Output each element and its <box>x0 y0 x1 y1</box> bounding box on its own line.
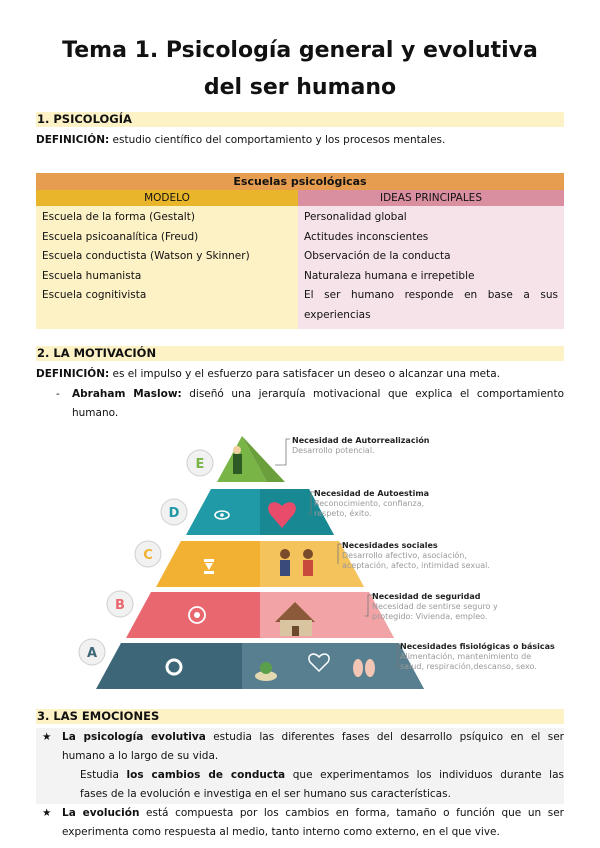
pyramid-level-b <box>107 591 394 638</box>
list-text: está compuesta por los cambios en forma, tamaño o función que un ser <box>139 807 564 819</box>
list-item <box>36 804 564 842</box>
level-desc: Necesidad de sentirse seguro y <box>372 602 498 611</box>
maslow-text: diseñó una jerarquía motivacional que explica el comportamiento <box>181 388 565 400</box>
pyramid-label-c <box>342 541 490 571</box>
list-text: estudia las diferentes fases del desarrollo psíquico en el ser <box>205 731 564 743</box>
table-cell: Escuela cognitivista <box>42 289 147 301</box>
pyramid-label-b <box>372 592 498 622</box>
bold-term: La psicología evolutiva <box>62 731 206 743</box>
maslow-line-1 <box>72 385 564 404</box>
list-line: experimenta como respuesta al medio, tanto interno como externo, en el que vive. <box>62 826 500 838</box>
column-header-model: MODELO <box>36 190 298 206</box>
section-heading-motivacion: 2. LA MOTIVACIÓN <box>36 346 564 361</box>
level-desc: Desarrollo afectivo, asociación, <box>342 551 467 560</box>
maslow-line-2: humano. <box>72 407 119 419</box>
star-icon: ★ <box>42 731 52 743</box>
level-title: Necesidad de Autorrealización <box>292 436 430 445</box>
level-desc: aceptación, afecto, intimidad sexual. <box>342 561 490 570</box>
pyramid-label-a <box>400 642 555 672</box>
definition-psicologia <box>36 131 564 150</box>
level-desc: salud, respiración,descanso, sexo. <box>400 662 537 671</box>
schools-table <box>36 173 564 329</box>
psicologia-evolutiva-block <box>36 728 564 804</box>
level-title: Necesidad de seguridad <box>372 592 481 601</box>
bold-term: los cambios de conducta <box>126 769 286 781</box>
definition-label: DEFINICIÓN: <box>36 368 110 380</box>
level-letter: A <box>86 646 98 661</box>
table-cell: experiencias <box>304 308 371 321</box>
definition-label: DEFINICIÓN: <box>36 134 110 146</box>
list-text: Estudia <box>80 769 127 781</box>
level-desc: respeto, éxito. <box>314 509 372 518</box>
section-heading-psicologia: 1. PSICOLOGÍA <box>36 112 564 127</box>
title-line-1: Tema 1. Psicología general y evolutiva <box>62 38 538 63</box>
pyramid-label-d <box>314 489 429 519</box>
pyramid-level-c <box>135 541 364 587</box>
table-header-row <box>36 190 564 206</box>
table-body <box>36 206 564 329</box>
table-cell: Escuela humanista <box>42 269 142 282</box>
section-heading-emociones: 3. LAS EMOCIONES <box>36 709 564 724</box>
table-cell: Escuela de la forma (Gestalt) <box>42 211 195 223</box>
level-title: Necesidad de Autoestima <box>314 489 430 498</box>
level-letter: C <box>143 548 153 563</box>
level-desc: Reconocimiento, confianza, <box>314 499 425 508</box>
table-cell: El ser humano responde en base a sus <box>304 289 558 301</box>
level-desc: protegido: Vivienda, empleo. <box>372 612 488 621</box>
table-cell: Escuela conductista (Watson y Skinner) <box>42 250 250 262</box>
definition-text: estudio científico del comportamiento y los procesos mentales. <box>109 134 446 146</box>
list-line: humano a lo largo de su vida. <box>62 750 219 762</box>
level-letter: E <box>195 457 205 472</box>
star-icon: ★ <box>42 807 52 819</box>
table-cell: Observación de la conducta <box>304 250 451 262</box>
emotions-list <box>36 728 564 842</box>
list-line <box>80 766 564 785</box>
ideas-column <box>298 206 564 329</box>
title-line-2: del ser humano <box>203 75 397 100</box>
table-cell: Personalidad global <box>304 211 407 223</box>
level-letter: D <box>168 506 180 521</box>
maslow-label: Abraham Maslow: <box>72 388 182 400</box>
level-title: Necesidades sociales <box>342 541 438 550</box>
bold-term: La evolución <box>62 807 140 819</box>
table-cell: Escuela psicoanalítica (Freud) <box>42 230 199 243</box>
list-item-sub <box>36 766 564 804</box>
list-line <box>62 728 564 747</box>
dash-bullet: - <box>56 388 60 400</box>
column-header-ideas: IDEAS PRINCIPALES <box>298 190 564 206</box>
list-line: fases de la evolución e investiga en el ser humano sus características. <box>80 788 451 800</box>
list-text: que experimentamos los individuos durante las <box>285 769 565 781</box>
level-title: Necesidades fisiológicas o básicas <box>400 642 555 651</box>
level-desc: Alimentación, mantenimiento de <box>400 652 532 661</box>
definition-text: es el impulso y el esfuerzo para satisfacer un deseo o alcanzar una meta. <box>109 368 501 380</box>
table-title: Escuelas psicológicas <box>36 173 564 190</box>
page-title <box>0 32 600 106</box>
pyramid-level-a <box>79 639 424 689</box>
pyramid-label-e <box>292 436 430 456</box>
definition-motivacion <box>36 365 564 384</box>
pyramid-level-d <box>161 489 334 535</box>
list-line <box>62 804 564 823</box>
level-desc: Desarrollo potencial. <box>292 446 375 455</box>
pyramid-level-e <box>187 436 285 482</box>
table-cell: Actitudes inconscientes <box>304 230 429 243</box>
table-cell: Naturaleza humana e irrepetible <box>304 269 475 282</box>
list-item <box>36 728 564 766</box>
model-column <box>36 206 298 329</box>
level-letter: B <box>115 598 125 613</box>
